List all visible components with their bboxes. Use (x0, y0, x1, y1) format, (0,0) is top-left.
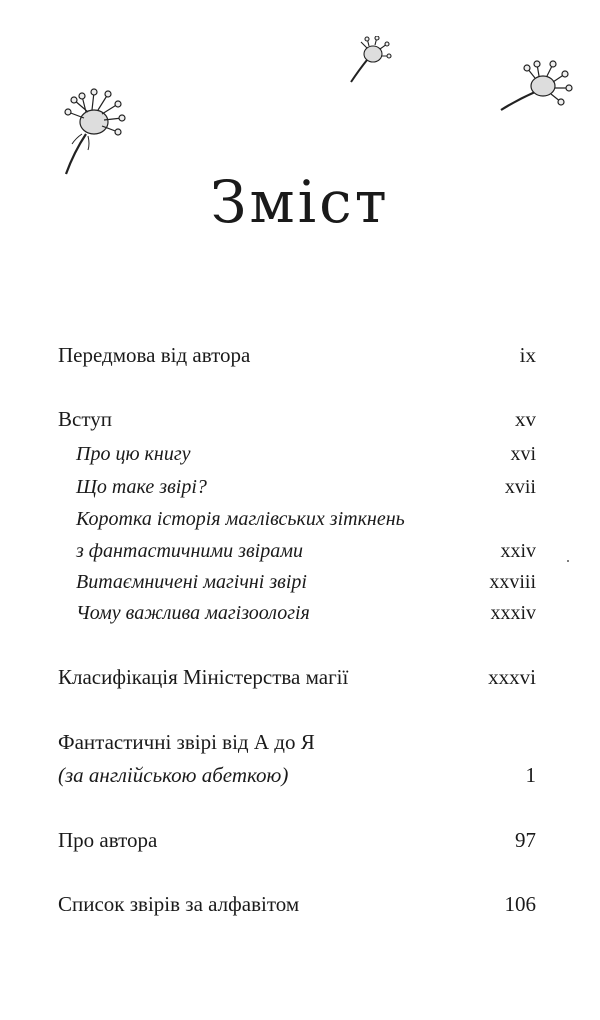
toc-entry-page: ix (519, 343, 536, 367)
toc-entry-label: (за англійською абеткою) (58, 763, 289, 787)
toc-entry-label: Вступ (58, 407, 112, 431)
toc-entry-page: xxiv (500, 540, 536, 562)
toc-entry[interactable] (0, 404, 600, 434)
toc-entry-label: Передмова від автора (58, 343, 251, 367)
toc-entry-label: Про автора (58, 828, 158, 852)
toc-subentry[interactable] (0, 472, 600, 502)
toc-entry[interactable] (0, 760, 600, 790)
toc-entry-label: Чому важлива магізоологія (76, 602, 310, 624)
toc-entry-page: xvii (504, 476, 536, 498)
toc-entry-page: xxxvi (488, 665, 536, 689)
toc-entry-page: xxxiv (490, 602, 536, 624)
toc-entry-label: Витаємничені магічні звірі (76, 571, 307, 593)
toc-entry-label: з фантастичними звірами (76, 540, 303, 562)
toc-subentry[interactable] (0, 598, 600, 628)
page-title: Зміст (210, 168, 390, 236)
toc-entry-page: xxviii (489, 571, 536, 593)
toc-subentry[interactable] (0, 536, 600, 566)
toc-entry-page: xvi (510, 443, 536, 465)
toc-entry[interactable] (0, 662, 600, 692)
stray-dot (567, 560, 569, 562)
toc-subentry[interactable] (0, 567, 600, 597)
toc-entry[interactable] (0, 825, 600, 855)
toc-entry-page: 1 (525, 763, 536, 787)
toc-entry[interactable] (0, 340, 600, 370)
toc-entry-page: 97 (515, 828, 536, 852)
toc-entry-page: 106 (504, 892, 536, 916)
toc-entry-label: Що таке звірі? (76, 476, 207, 498)
toc-entry-label: Коротка історія маглівських зіткнень (76, 508, 405, 530)
toc-entry-label: Фантастичні звірі від А до Я (58, 730, 315, 754)
toc-entry-label: Список звірів за алфавітом (58, 892, 300, 916)
toc-subentry[interactable] (0, 439, 600, 469)
toc-entry[interactable] (0, 727, 600, 757)
toc-entry-page: xv (515, 407, 536, 431)
toc-entry[interactable] (0, 889, 600, 919)
toc-entry-label: Про цю книгу (76, 443, 191, 465)
toc-entry-label: Класифікація Міністерства магії (58, 665, 349, 689)
toc-subentry[interactable] (0, 504, 600, 534)
